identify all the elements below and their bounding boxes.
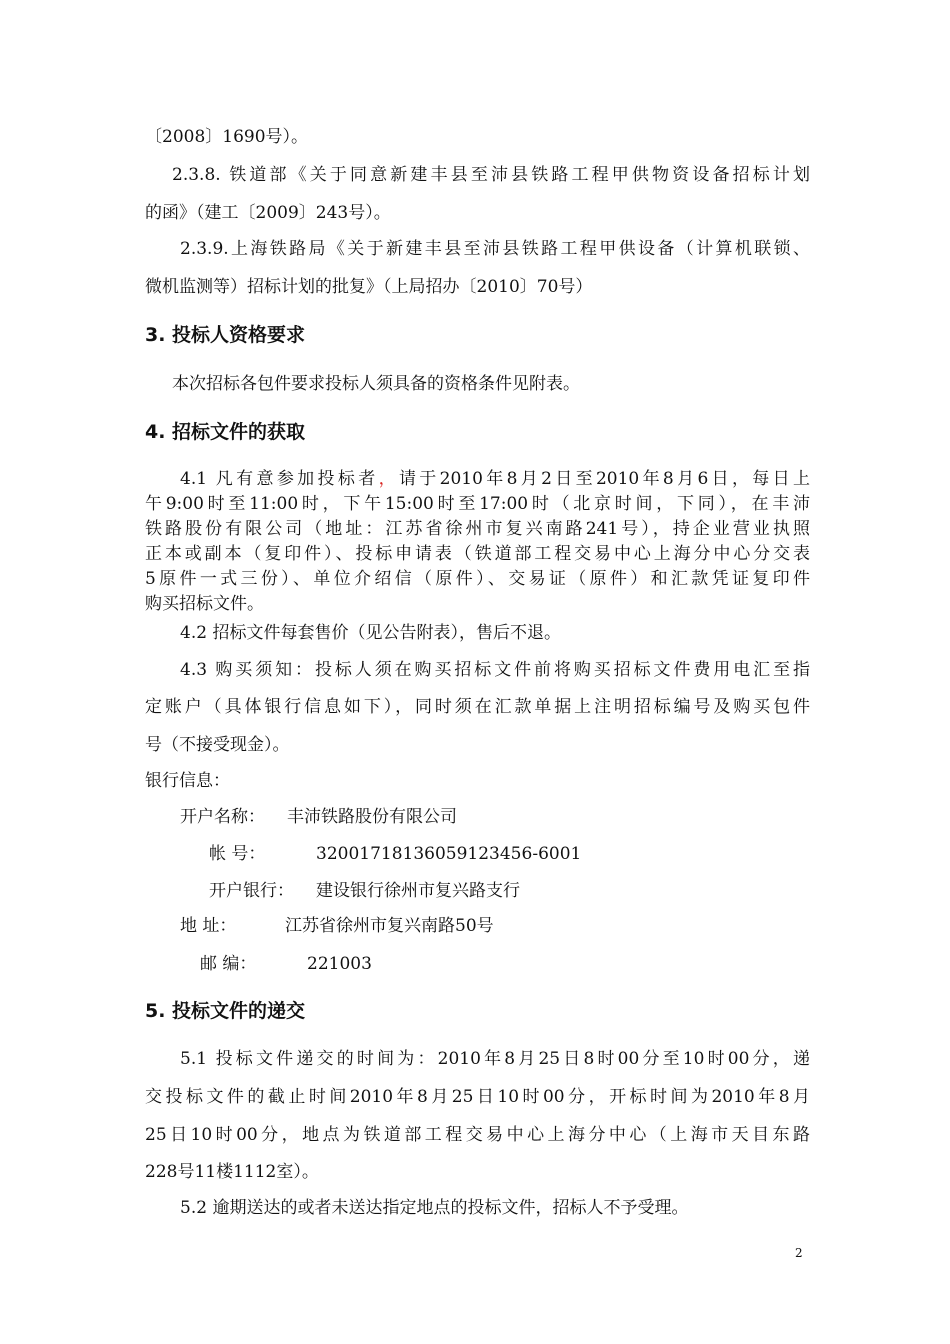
paragraph-line: 2.3.8. 铁道部《关于同意新建丰县至沛县铁路工程甲供物资设备招标计划 [172, 165, 810, 185]
section-heading-4: 4. 招标文件的获取 [145, 421, 306, 443]
paragraph-text: 4.1 凡有意参加投标者 [180, 469, 379, 489]
paragraph-line: 本次招标各包件要求投标人须具备的资格条件见附表。 [172, 374, 580, 394]
paragraph-line: 铁路股份有限公司（地址：江苏省徐州市复兴南路241号），持企业营业执照 [145, 519, 810, 539]
paragraph-line: 2.3.9.上海铁路局《关于新建丰县至沛县铁路工程甲供设备（计算机联锁、 [180, 239, 810, 259]
paragraph-line: 5.1 投标文件递交的时间为：2010年8月25日8时00分至10时00分，递 [180, 1049, 810, 1069]
section-heading-5: 5. 投标文件的递交 [145, 1000, 306, 1022]
bank-postcode-value: 221003 [307, 954, 372, 974]
bank-account-label: 帐 号： [209, 844, 266, 864]
paragraph-line: 4.3 购买须知：投标人须在购买招标文件前将购买招标文件费用电汇至指 [180, 660, 810, 680]
bank-postcode-row [200, 953, 865, 975]
bank-info-title: 银行信息： [145, 771, 230, 791]
bank-name-label: 开户名称： [180, 807, 265, 827]
paragraph-line: 228号11楼1112室）。 [145, 1162, 319, 1182]
paragraph-line: 5原件一式三份）、单位介绍信（原件）、交易证（原件）和汇款凭证复印件 [145, 569, 810, 589]
paragraph-line [180, 468, 810, 490]
paragraph-line: 的函》（建工〔2009〕243号）。 [145, 203, 391, 223]
paragraph-line: 购买招标文件。 [145, 594, 264, 614]
paragraph-line: 正本或副本（复印件）、投标申请表（铁道部工程交易中心上海分中心分交表 [145, 544, 810, 564]
paragraph-line: 4.2 招标文件每套售价（见公告附表），售后不退。 [180, 623, 561, 643]
page-number: 2 [795, 1246, 803, 1260]
bank-account-value: 32001718136059123456-6001 [316, 844, 582, 864]
paragraph-line: 午9:00时至11:00时，下午15:00时至17:00时（北京时间，下同），在丰沛 [145, 494, 810, 514]
paragraph-line: 号（不接受现金）。 [145, 735, 290, 755]
paragraph-line: 定账户（具体银行信息如下），同时须在汇款单据上注明招标编号及购买包件 [145, 697, 810, 717]
bank-address-row [180, 915, 845, 937]
bank-name-row [180, 806, 845, 828]
paragraph-line: 25日10时00分，地点为铁道部工程交易中心上海分中心（上海市天目东路 [145, 1125, 810, 1145]
paragraph-text: 请于2010年8月2日至2010年8月6日，每日上 [398, 469, 810, 489]
bank-address-value: 江苏省徐州市复兴南路50号 [285, 916, 494, 936]
paragraph-line: 交投标文件的截止时间2010年8月25日10时00分，开标时间为2010年8月 [145, 1087, 810, 1107]
bank-account-row [209, 843, 874, 865]
bank-branch-value: 建设银行徐州市复兴路支行 [316, 881, 520, 901]
paragraph-line: 5.2 逾期送达的或者未送达指定地点的投标文件，招标人不予受理。 [180, 1198, 689, 1218]
bank-branch-label: 开户银行： [209, 881, 294, 901]
bank-postcode-label: 邮 编： [200, 954, 257, 974]
section-heading-3: 3. 投标人资格要求 [145, 324, 306, 346]
paragraph-line: 〔2008〕1690号）。 [145, 127, 309, 147]
red-comma: ， [378, 469, 399, 489]
bank-name-value: 丰沛铁路股份有限公司 [287, 807, 457, 827]
paragraph-line: 微机监测等）招标计划的批复》（上局招办〔2010〕70号） [145, 277, 593, 297]
bank-branch-row [209, 880, 874, 902]
bank-address-label: 地 址： [180, 916, 237, 936]
